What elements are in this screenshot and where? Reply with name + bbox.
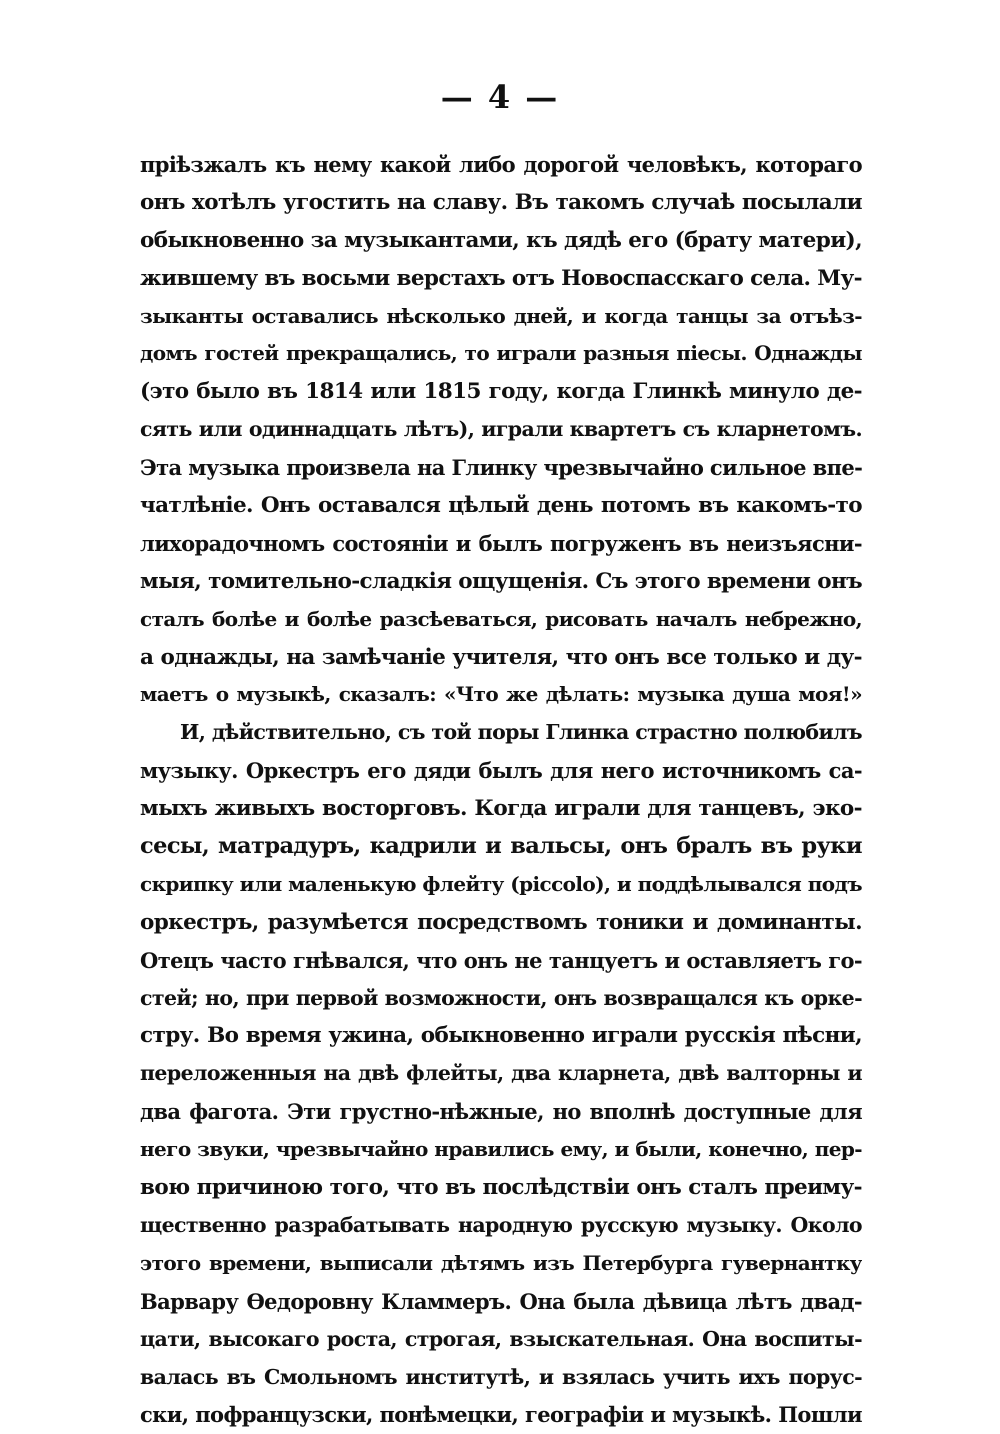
text-line: вою причиною того, что въ послѣдствіи онъ сталъ преиму-: [140, 1175, 862, 1201]
text-line: а однажды, на замѣчаніе учителя, что онъ все только и ду-: [140, 644, 862, 670]
text-line: стей; но, при первой возможности, онъ возвращался къ орке-: [140, 985, 862, 1010]
text-line: жившему въ восьми верстахъ отъ Новоспасскаго села. Му-: [140, 265, 862, 291]
text-line: переложенныя на двѣ флейты, два кларнета, двѣ валторны и: [140, 1061, 862, 1086]
paragraph-first-line: И, дѣйствительно, съ той поры Глинка страстно полюбилъ: [180, 720, 862, 745]
text-line: сять или одиннадцать лѣтъ), играли квартетъ съ кларнетомъ.: [140, 417, 862, 442]
text-line: обыкновенно за музыкантами, къ дядѣ его (брату матери),: [140, 227, 862, 253]
text-line: домъ гостей прекращались, то играли разныя піесы. Однажды: [140, 341, 862, 366]
text-line: (это было въ 1814 или 1815 году, когда Глинкѣ минуло де-: [140, 379, 862, 405]
text-line: Варвару Ѳедоровну Кламмеръ. Она была дѣвица лѣтъ двад-: [140, 1288, 862, 1314]
text-line: зыканты оставались нѣсколько дней, и когда танцы за отъѣз-: [140, 303, 862, 328]
text-line: цати, высокаго роста, строгая, взыскательная. Она воспиты-: [140, 1326, 862, 1351]
text-line: этого времени, выписали дѣтямъ изъ Петербурга гувернантку: [140, 1250, 862, 1275]
text-line: мыхъ живыхъ восторговъ. Когда играли для танцевъ, эко-: [140, 796, 862, 822]
text-line: онъ хотѣлъ угостить на славу. Въ такомъ случаѣ посылали: [140, 189, 862, 215]
text-line: Отецъ часто гнѣвался, что онъ не танцуетъ и оставляетъ го-: [140, 947, 862, 973]
text-line: музыку. Оркестръ его дяди былъ для него источникомъ са-: [140, 758, 862, 784]
page-number: — 4 —: [440, 78, 560, 116]
text-line: сталъ болѣе и болѣе разсѣеваться, рисовать началъ небрежно,: [140, 606, 862, 631]
text-line: мыя, томительно-сладкія ощущенія. Съ этого времени онъ: [140, 568, 862, 594]
text-line: Эта музыка произвела на Глинку чрезвычайно сильное впе-: [140, 455, 862, 481]
body-text: [140, 146, 862, 1434]
text-line: два фагота. Эти грустно-нѣжные, но вполнѣ доступные для: [140, 1099, 862, 1125]
text-line: скрипку или маленькую флейту (piccolo), и поддѣлывался подъ: [140, 871, 862, 896]
text-line: оркестръ, разумѣется посредствомъ тоники и доминанты.: [140, 909, 862, 935]
text-line: щественно разрабатывать народную русскую музыку. Около: [140, 1212, 862, 1237]
text-line: стру. Во время ужина, обыкновенно играли русскія пѣсни,: [140, 1023, 862, 1049]
text-line: чатлѣніе. Онъ оставался цѣлый день потомъ въ какомъ-то: [140, 493, 862, 519]
text-line: пріѣзжалъ къ нему какой либо дорогой человѣкъ, котораго: [140, 152, 862, 177]
text-line: него звуки, чрезвычайно нравились ему, и были, конечно, пер-: [140, 1137, 862, 1162]
text-line: сесы, матрадуръ, кадрили и вальсы, онъ бралъ въ руки: [140, 833, 862, 860]
text-line: валась въ Смольномъ институтѣ, и взялась учить ихъ порус-: [140, 1364, 862, 1389]
text-line: маетъ о музыкѣ, сказалъ: «Что же дѣлать: музыка душа моя!»: [140, 682, 862, 707]
text-line: ски, пофранцузски, понѣмецки, географіи и музыкѣ. Пошли: [140, 1402, 862, 1428]
text-line: лихорадочномъ состояніи и былъ погруженъ въ неизъясни-: [140, 530, 862, 556]
